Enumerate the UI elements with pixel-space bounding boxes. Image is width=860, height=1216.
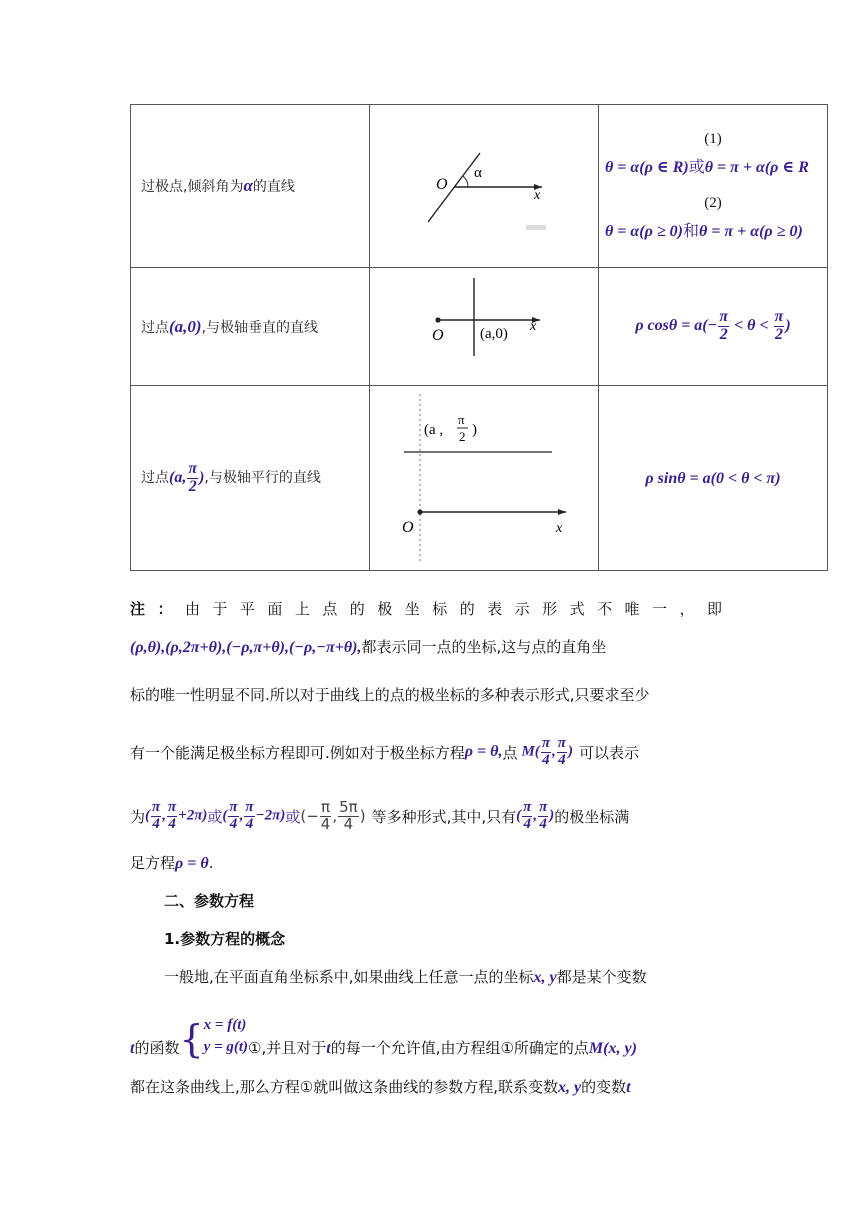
note-text: 有一个能满足极坐标方程即可.例如对于极坐标方程	[130, 743, 465, 762]
point-symbol: (a,0)	[169, 316, 202, 336]
note-text: 为	[130, 807, 146, 826]
paragraph-text: 都是某个变数	[556, 968, 647, 986]
variable-t: t	[626, 1079, 631, 1096]
note-text: 等多种形式,其中,只有	[371, 807, 517, 826]
line-through-pole-figure	[370, 105, 598, 263]
point-symbol: )	[199, 468, 205, 486]
table-row	[131, 105, 828, 268]
row-equation	[599, 268, 828, 386]
x-axis-label: x	[530, 319, 537, 334]
point-label: (a ,	[424, 422, 444, 438]
variable-t: t	[326, 1040, 331, 1057]
fraction-numerator: π	[719, 308, 729, 326]
parallel-line-figure	[370, 386, 598, 566]
system-eq-x: x = f(t)	[203, 1017, 247, 1033]
fraction-denominator: 2	[719, 326, 728, 343]
desc-text: 的直线	[252, 179, 295, 195]
desc-text: ,与极轴垂直的直线	[201, 319, 319, 336]
conjunction: 或	[207, 807, 223, 826]
paragraph-line	[130, 1076, 740, 1097]
row-figure	[370, 268, 599, 386]
polar-line-equations-table	[130, 104, 828, 571]
note-text: 标的唯一性明显不同.所以对于曲线上的点的极坐标的多种表示形式,只要求至少	[130, 686, 650, 704]
variable-t: t	[130, 1040, 135, 1057]
fraction-numerator: π	[188, 459, 198, 477]
row-description	[131, 268, 370, 386]
alpha-symbol: α	[243, 176, 253, 195]
fraction-numerator: π	[774, 308, 784, 326]
equation: ρ = θ,	[464, 743, 503, 760]
paragraph-line	[164, 966, 734, 987]
note-text: .	[208, 854, 214, 872]
row-figure	[370, 386, 599, 571]
paragraph-text: 都在这条曲线上,那么方程①就叫做这条曲线的参数方程,联系变数	[130, 1078, 558, 1096]
conjunction: 和	[682, 221, 699, 240]
point-M: M(	[521, 743, 540, 760]
note-text: 点	[502, 743, 518, 762]
table-row	[131, 386, 828, 571]
equation: ρ sinθ = a(0 < θ < π)	[645, 470, 781, 487]
equation: < θ <	[730, 317, 773, 335]
fraction-denominator: 2	[774, 326, 783, 343]
case-label: (2)	[704, 195, 722, 211]
desc-text: 过点	[141, 319, 169, 336]
point-symbol: (a,	[169, 468, 187, 486]
note-line: 为 ( $\frac{\pi}{4}$ , $\frac{\pi}{4}$ +2π) 或 ( $\frac{\pi}{4}$ , $\frac{\pi}{4}$ −2π) 或 (− $\frac{\pi}{4}$ , $\frac{5\pi}{4}$ ) 等多种形式,其中,只有 ( $\frac{\pi}{4}$ , $\frac{\pi}{4}$ ) 的极坐标满	[130, 797, 630, 833]
row-description	[131, 386, 370, 571]
table-row	[131, 268, 828, 386]
system-brace: {	[179, 1017, 204, 1061]
paragraph-text: 的变数	[581, 1078, 627, 1096]
equation: ρ = θ	[175, 855, 209, 872]
note-text: 可以表示	[578, 743, 639, 762]
system-eq-y: y = g(t)	[203, 1039, 249, 1055]
paragraph-line	[130, 1000, 740, 1061]
row-figure	[370, 105, 599, 268]
point-label: )	[472, 422, 477, 438]
variables-xy: x, y	[558, 1079, 582, 1096]
note-line	[130, 636, 730, 657]
row-equation	[599, 386, 828, 571]
point-label-numerator: π	[458, 412, 465, 427]
fraction-denominator: 2	[188, 477, 197, 495]
equation: ρ cosθ = a(−	[635, 317, 718, 335]
desc-text: ,与极轴平行的直线	[204, 469, 321, 486]
subsection-heading: 1.参数方程的概念	[164, 930, 286, 948]
note-line	[130, 598, 730, 622]
angle-label: α	[474, 165, 482, 181]
origin-label: O	[432, 327, 444, 344]
note-text: 的极坐标满	[554, 807, 630, 826]
equation: )	[785, 317, 791, 335]
conjunction: 或	[285, 807, 301, 826]
note-line	[130, 852, 730, 873]
origin-label: O	[436, 176, 448, 193]
paragraph-text: 的函数	[134, 1039, 180, 1057]
x-axis-label: x	[556, 521, 563, 536]
note-text: 足方程	[130, 854, 176, 872]
desc-text: 过极点,倾斜角为	[141, 179, 244, 195]
row-description	[131, 105, 370, 268]
point-label: (a,0)	[480, 326, 508, 342]
desc-text: 过点	[141, 469, 169, 486]
coordinate-list: (ρ,θ),(ρ,2π+θ),(−ρ,π+θ),(−ρ,−π+θ),	[130, 639, 362, 656]
point-M: M(x, y)	[588, 1040, 637, 1057]
perpendicular-line-figure	[370, 268, 598, 381]
equation: θ = π + α(ρ ∈ R	[704, 159, 809, 176]
point-label-denominator: 2	[459, 429, 466, 444]
note-text: 由于平面上点的极坐标的表示形式不唯一，即	[184, 600, 730, 618]
note-text: 都表示同一点的坐标,这与点的直角坐	[361, 638, 607, 656]
equation: θ = π + α(ρ ≥ 0)	[698, 223, 803, 240]
note-line	[130, 684, 730, 705]
origin-label: O	[402, 519, 414, 536]
x-axis-label: x	[534, 188, 541, 203]
variables-xy: x, y	[533, 969, 557, 986]
equation: θ = α(ρ ∈ R)	[605, 159, 689, 176]
parametric-system	[204, 1014, 248, 1058]
case-label: (1)	[704, 131, 722, 147]
row-equation	[599, 105, 828, 268]
paragraph-text: 的每一个允许值,由方程组①所确定的点	[330, 1039, 589, 1057]
conjunction: 或	[688, 157, 705, 176]
paragraph-text: 一般地,在平面直角坐标系中,如果曲线上任意一点的坐标	[164, 968, 534, 986]
paragraph-text: ①,并且对于	[248, 1039, 327, 1057]
section-heading: 二、参数方程	[164, 892, 255, 910]
note-label: 注：	[130, 600, 185, 618]
equation: θ = α(ρ ≥ 0)	[605, 223, 683, 240]
note-line: 有一个能满足极坐标方程即可.例如对于极坐标方程 ρ = θ, 点 M( $\frac{\pi}{4}$ , $\frac{\pi}{4}$ ) 可以表示	[130, 734, 639, 768]
